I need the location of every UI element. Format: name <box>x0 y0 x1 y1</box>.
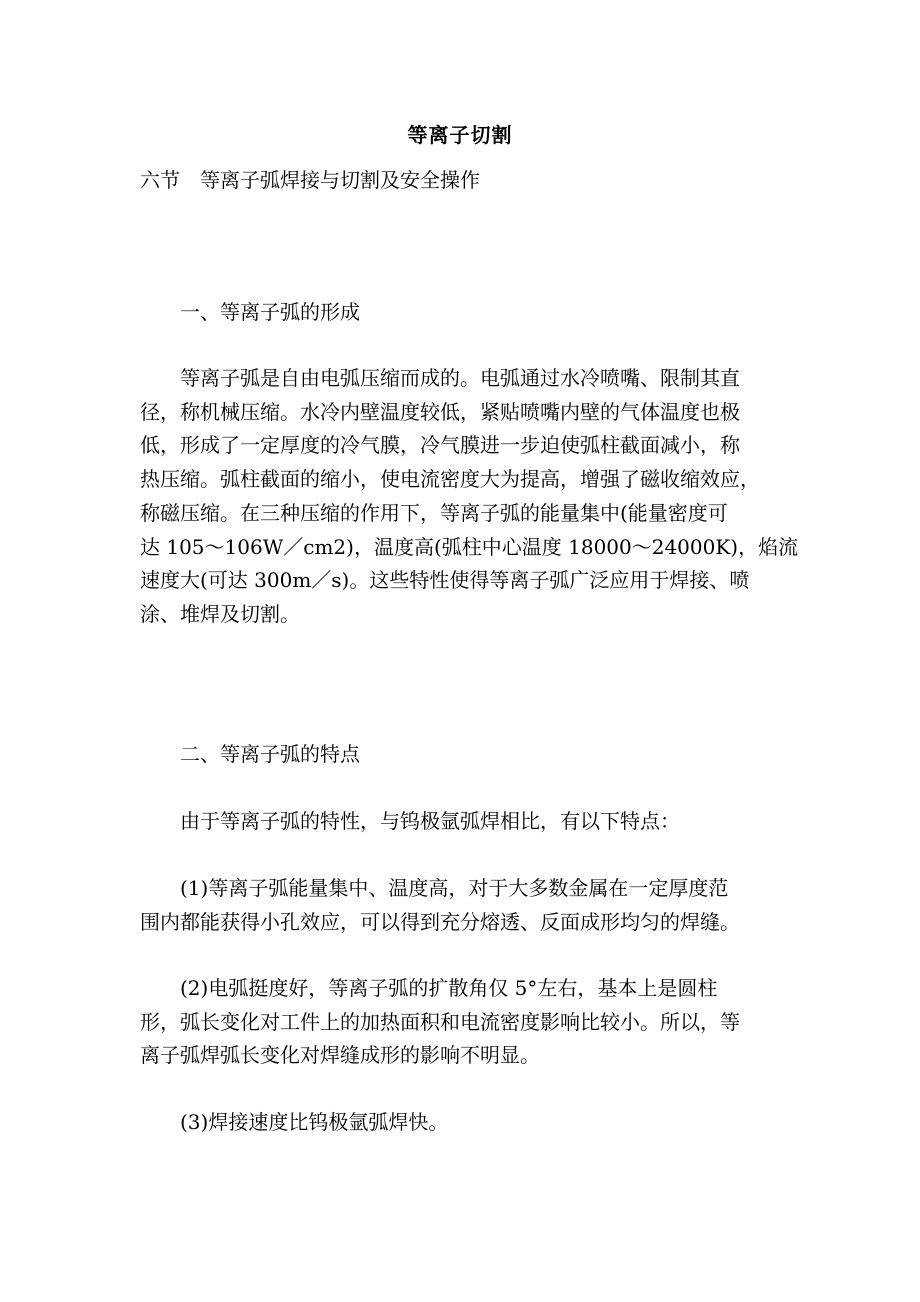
paragraph-line: 径，称机械压缩。水冷内壁温度较低，紧贴喷嘴内壁的气体温度也极 <box>140 399 740 424</box>
paragraph-line: 热压缩。弧柱截面的缩小，使电流密度大为提高，增强了磁收缩效应， <box>140 467 760 492</box>
section-1-paragraph <box>140 362 799 632</box>
heading-text: 一、等离子弧的形成 <box>180 300 360 324</box>
document-title: 等离子切割 <box>407 123 513 147</box>
item-line: (1)等离子弧能量集中、温度高，对于大多数金属在一定厚度范 <box>180 876 729 900</box>
paragraph-line: 等离子弧是自由电弧压缩而成的。电弧通过水冷喷嘴、限制其直 <box>180 366 740 390</box>
section-2-intro <box>140 805 785 839</box>
section-1-heading <box>140 296 785 330</box>
item-line: 离子弧焊弧长变化对焊缝成形的影响不明显。 <box>140 1043 540 1068</box>
feature-item-2 <box>140 972 785 1073</box>
item-line: 形，弧长变化对工件上的加热面积和电流密度影响比较小。所以，等 <box>140 1009 740 1034</box>
item-line: (3)焊接速度比钨极氩弧焊快。 <box>180 1110 449 1134</box>
paragraph-line: 低，形成了一定厚度的冷气膜，冷气膜进一步迫使弧柱截面减小，称 <box>140 433 740 458</box>
heading-text: 二、等离子弧的特点 <box>180 742 360 766</box>
feature-item-1 <box>140 872 785 939</box>
feature-item-3 <box>140 1106 785 1140</box>
paragraph-line: 达 105～106W／cm2)，温度高(弧柱中心温度 18000～24000K)，焰流 <box>140 534 799 559</box>
section-2-heading <box>140 738 785 772</box>
item-line: 围内都能获得小孔效应，可以得到充分熔透、反面成形均匀的焊缝。 <box>140 909 740 934</box>
intro-text: 由于等离子弧的特性，与钨极氩弧焊相比，有以下特点： <box>180 809 680 833</box>
paragraph-line: 称磁压缩。在三种压缩的作用下，等离子弧的能量集中(能量密度可 <box>140 500 728 525</box>
paragraph-line: 涂、堆焊及切割。 <box>140 601 300 626</box>
section-subtitle: 六节 等离子弧焊接与切割及安全操作 <box>140 168 480 192</box>
paragraph-line: 速度大(可达 300m／s)。这些特性使得等离子弧广泛应用于焊接、喷 <box>140 568 750 593</box>
item-line: (2)电弧挺度好，等离子弧的扩散角仅 5°左右，基本上是圆柱 <box>180 976 718 1000</box>
